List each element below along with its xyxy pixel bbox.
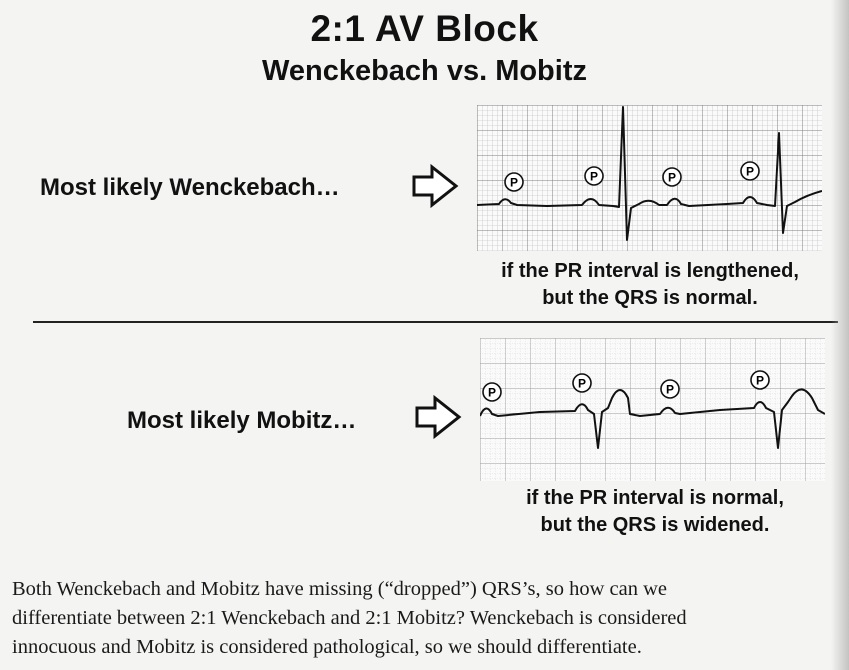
ecg-strip-wenckebach [477,105,822,251]
ecg-strip-mobitz [480,338,825,481]
mobitz-caption [475,485,835,539]
paragraph-line: innocuous and Mobitz is considered pathological, so we should differentiate. [12,636,642,658]
caption-line: if the PR interval is normal, [526,487,784,509]
svg-text:P: P [487,385,497,400]
svg-text:P: P [589,169,599,184]
caption-line: if the PR interval is lengthened, [501,260,799,282]
p-wave-marker [571,372,593,394]
p-wave-marker [739,160,761,182]
svg-text:P: P [577,376,587,391]
p-wave-marker [661,166,683,188]
page-title: 2:1 AV Block [310,8,539,49]
p-wave-marker [659,378,681,400]
p-wave-marker [749,369,771,391]
paragraph-line: differentiate between 2:1 Wenckebach and 2:1 Mobitz? Wenckebach is considered [12,607,687,629]
page-subtitle: Wenckebach vs. Mobitz [262,55,587,87]
caption-line: but the QRS is widened. [540,514,770,536]
section-divider [33,321,838,323]
right-arrow-icon [413,394,463,440]
svg-text:P: P [755,373,765,388]
wenckebach-caption [470,258,830,312]
svg-text:P: P [665,382,675,397]
wenckebach-label: Most likely Wenckebach… [40,174,340,201]
svg-text:P: P [667,170,677,185]
paragraph-line: Both Wenckebach and Mobitz have missing (“dropped”) QRS’s, so how can we [12,578,667,600]
caption-line: but the QRS is normal. [542,287,758,309]
right-arrow-icon [410,163,460,209]
mobitz-label: Most likely Mobitz… [127,407,357,434]
svg-text:P: P [745,164,755,179]
p-wave-marker [583,165,605,187]
p-wave-marker [481,381,503,403]
svg-text:P: P [509,175,519,190]
body-paragraph [12,575,842,662]
page-edge-shadow [831,0,849,670]
p-wave-marker [503,171,525,193]
